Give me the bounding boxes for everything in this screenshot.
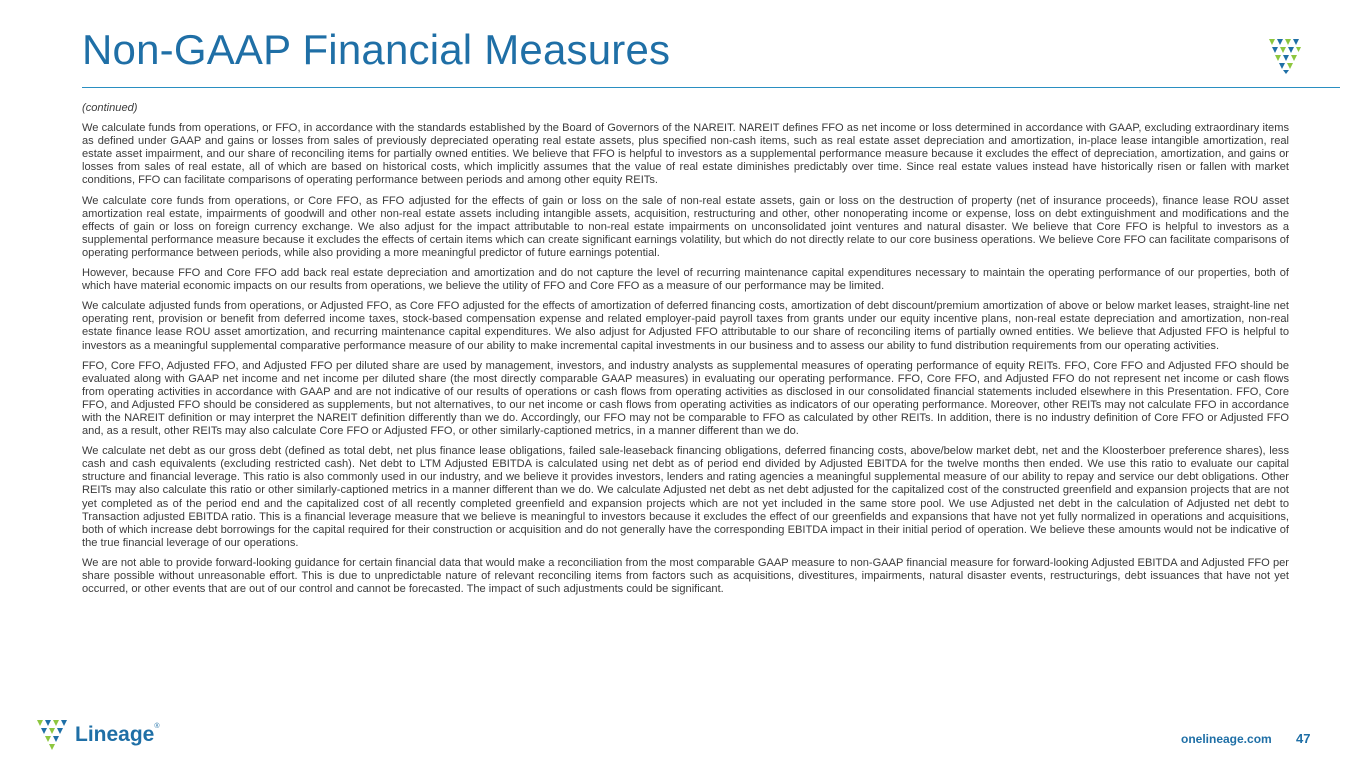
footer-brand: [37, 720, 160, 750]
paragraph-limitations: However, because FFO and Core FFO add back real estate depreciation and amortization and do not capture the level of recurring maintenance capital expenditures necessary to maintain the operating performance of our properties, both of which have material economic impacts on our results from operations, we believe the utility of FFO and Core FFO as a measure of our performance may be limited.: [82, 267, 1289, 293]
website-link[interactable]: onelineage.com: [1181, 732, 1272, 746]
paragraph-core-ffo: We calculate core funds from operations, or Core FFO, as FFO adjusted for the effects of gain or loss on the sale of non-real estate assets, gain or loss on the destruction of property (net of insurance proceeds), finance lease ROU asset amortization real estate, impairments of goodwill and other non-real estate assets including intangible assets, acquisition, restructuring and other, other nonoperating income or expense, loss on debt extinguishment and modifications and the effects of gain or loss on foreign currency exchange. We also adjust for the impact attributable to non-real estate impairments on unconsolidated joint ventures and natural disaster. We believe that Core FFO is helpful to investors as a supplemental performance measure because it excludes the effects of certain items which can create significant earnings volatility, but which do not directly relate to our core business operations. We believe Core FFO can facilitate comparisons of operating performance between periods, while also providing a more meaningful predictor of future earnings potential.: [82, 194, 1289, 259]
trademark-symbol: ®: [154, 723, 160, 730]
paragraph-adjusted-ffo: We calculate adjusted funds from operations, or Adjusted FFO, as Core FFO adjusted for the effects of amortization of deferred financing costs, amortization of debt discount/premium amortization of above or below market leases, straight-line net operating rent, provision or benefit from deferred income taxes, stock-based compensation expense and related employer-paid payroll taxes from grants under our equity incentive plans, non-real estate depreciation and amortization, non-real estate finance lease ROU asset amortization, and recurring maintenance capital expenditures. We also adjust for Adjusted FFO attributable to our share of reconciling items of partially owned entities. We believe that Adjusted FFO is helpful to investors as a meaningful supplemental comparative performance measure of our ability to make incremental capital investments in our business and to assess our ability to fund distribution requirements from our operating activities.: [82, 300, 1289, 352]
paragraph-net-debt: We calculate net debt as our gross debt (defined as total debt, net plus finance lease obligations, failed sale-leaseback financing obligations, deferred financing costs, above/below market debt, net and the Kloosterboer preference shares), less cash and cash equivalents (excluding restricted cash). Net debt to LTM Adjusted EBITDA is calculated using net debt as of period end divided by Adjusted EBITDA for the twelve months then ended. We use this ratio to evaluate our capital structure and financial leverage. This ratio is also commonly used in our industry, and we believe it provides investors, lenders and rating agencies a meaningful supplemental measure of our ability to repay and service our debt obligations. Other REITs may also calculate this ratio or other similarly-captioned metrics in a manner different than we do. We calculate Adjusted net debt as net debt adjusted for the capitalized cost of the constructed greenfield and expansion projects that are not yet completed as of the period end and the capitalized cost of all recently completed greenfield and expansion projects which are not yet included in the same store pool. We use Adjusted net debt in the calculation of Adjusted net debt to Transaction adjusted EBITDA ratio. This is a financial leverage measure that we believe is meaningful to investors because it excludes the effect of our greenfields and expansions that have not yet fully normalized in operations and acquisitions, both of which increase debt borrowings for the capital required for their construction or acquisition and do not generally have the corresponding EBITDA impact in their initial period of operation. We believe these amounts would not be indicative of the true financial leverage of our operations.: [82, 445, 1289, 549]
lineage-logo-icon: [37, 720, 69, 750]
body-text: [82, 102, 1289, 603]
page-title: Non-GAAP Financial Measures: [82, 26, 671, 73]
page-number: 47: [1296, 731, 1311, 746]
continued-label: (continued): [82, 102, 138, 114]
paragraph-ffo: We calculate funds from operations, or FFO, in accordance with the standards established by the Board of Governors of the NAREIT. NAREIT defines FFO as net income or loss determined in accordance with GAAP, excluding extraordinary items as defined under GAAP and gains or losses from sales of previously depreciated operating real estate assets, plus specified non-cash items, such as real estate asset depreciation and amortization, in-place lease intangible amortization, real estate asset impairment, and our share of reconciling items for partially owned entities. We believe that FFO is helpful to investors as a supplemental performance measure because it excludes the effect of depreciation, amortization, and gains or losses from sales of real estate, all of which are based on historical costs, which implicitly assumes that the value of real estate diminishes predictably over time. Since real estate values instead have historically risen or fallen with market conditions, FFO can facilitate comparisons of operating performance between periods and among other equity REITs.: [82, 122, 1289, 187]
header-divider: [82, 87, 1340, 88]
paragraph-forward-looking: We are not able to provide forward-looking guidance for certain financial data that would make a reconciliation from the most comparable GAAP measure to non-GAAP financial measure for forward-looking Adjusted EBITDA and Adjusted FFO per share possible without unreasonable effort. This is due to unpredictable nature of relevant reconciling items from factors such as acquisitions, divestitures, impairments, natural disaster events, restructurings, debt issuances that have not yet occurred, or other events that are out of our control and cannot be forecasted. The impact of such adjustments could be significant.: [82, 556, 1289, 596]
brand-wordmark: [75, 723, 160, 747]
paragraph-usage: FFO, Core FFO, Adjusted FFO, and Adjusted FFO per diluted share are used by management, investors, and industry analysts as supplemental measures of operating performance of equity REITs. FFO, Core FFO and Adjusted FFO should be evaluated along with GAAP net income and net income per diluted share (the most directly comparable GAAP measures) in evaluating our operating performance. FFO, Core FFO, and Adjusted FFO do not represent net income or cash flows from operating activities in accordance with GAAP and are not indicative of our results of operations or cash flows from operating activities as disclosed in our consolidated financial statements included elsewhere in this Presentation. FFO, Core FFO, and Adjusted FFO should be considered as supplements, but not alternatives, to our net income or cash flows from operating activities as indicators of our operating performance. Moreover, other REITs may not calculate FFO in accordance with the NAREIT definition or may interpret the NAREIT definition differently than we do. Accordingly, our FFO may not be comparable to FFO as calculated by other REITs. In addition, there is no industry definition of Core FFO or Adjusted FFO and, as a result, other REITs may also calculate Core FFO or Adjusted FFO, or other similarly-captioned metrics, in a manner different than we do.: [82, 359, 1289, 438]
lineage-shield-icon: [1268, 38, 1302, 74]
brand-name: Lineage: [75, 723, 155, 746]
